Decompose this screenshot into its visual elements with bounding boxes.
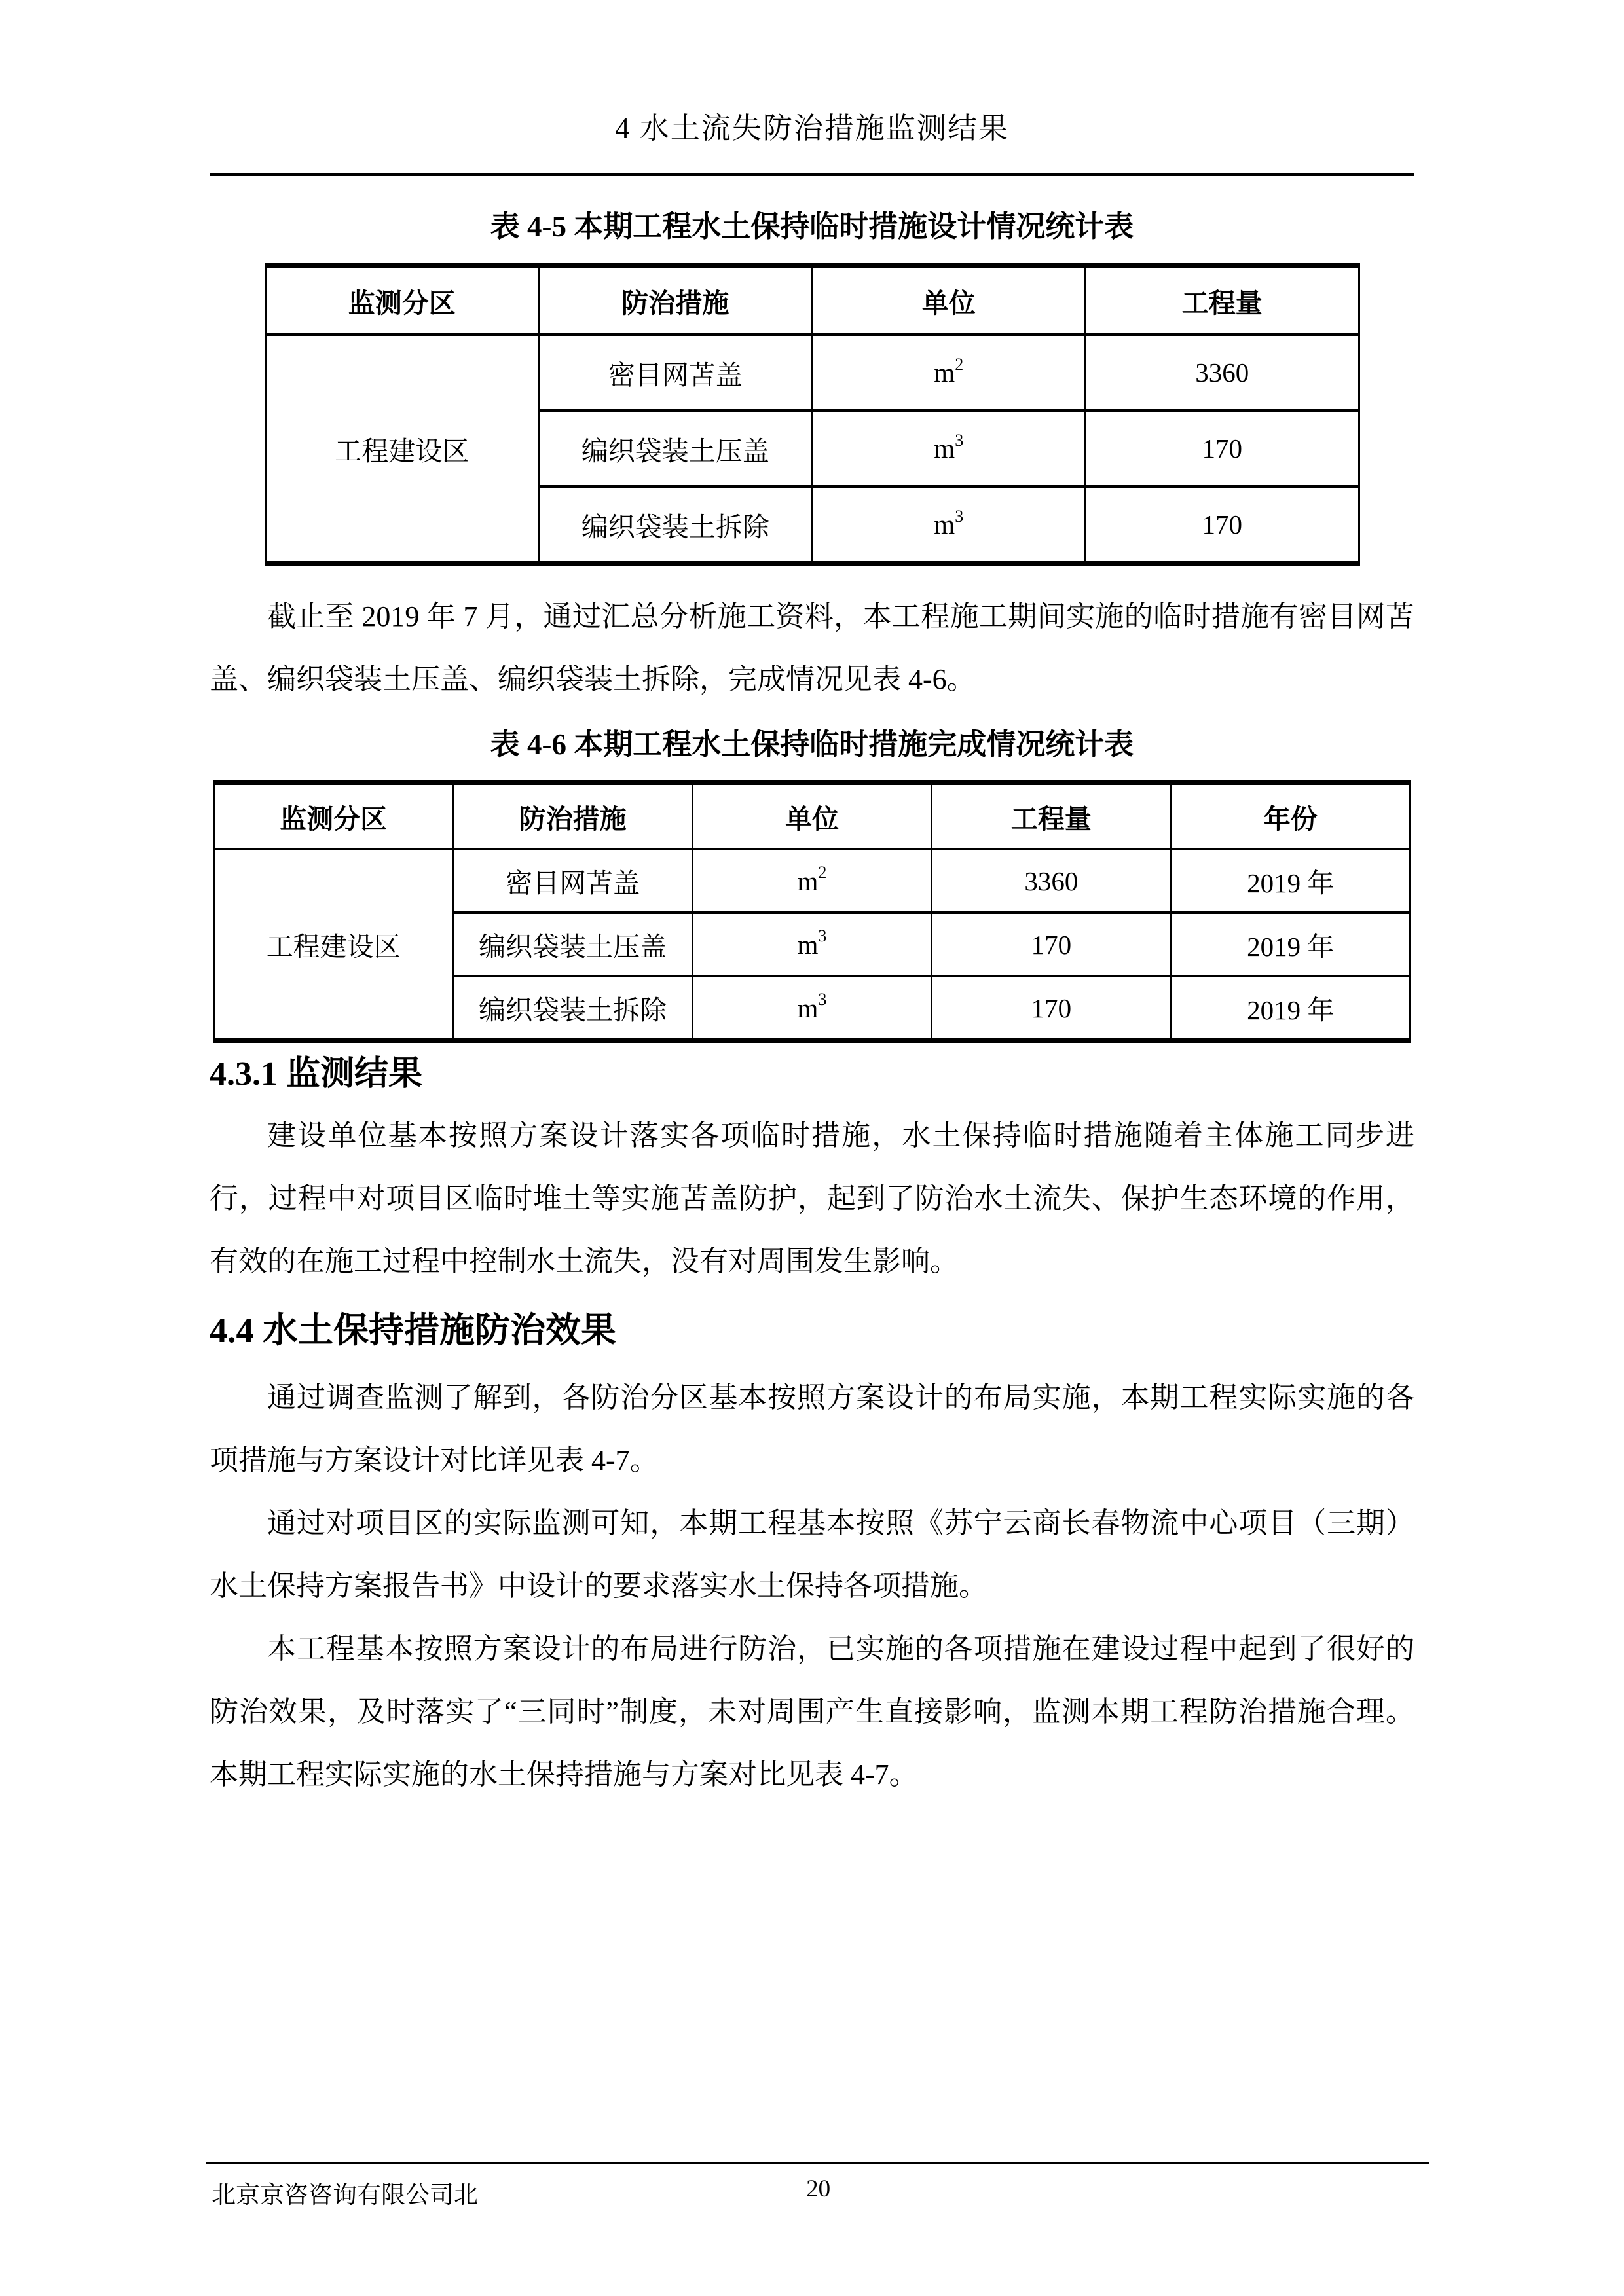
table-row [265,335,1359,410]
measure-cell: 编织袋装土拆除 [539,486,813,564]
measure-cell: 编织袋装土压盖 [453,913,692,976]
zone-cell: 工程建设区 [214,849,453,1041]
header-rule [210,173,1414,176]
quantity-cell: 170 [1086,410,1359,486]
paragraph-survey: 通过调查监测了解到，各防治分区基本按照方案设计的布局实施，本期工程实际实施的各项措施与方案设计对比详见表 4-7。 [210,1381,1414,1476]
measure-cell: 密目网苫盖 [453,849,692,913]
unit-exponent: 3 [955,506,964,526]
column-header-unit: 单位 [692,783,931,850]
quantity-cell: 3360 [932,849,1171,913]
unit-exponent: 2 [818,862,827,882]
unit-base: m [797,929,819,960]
unit-cell [692,913,931,976]
quantity-cell: 170 [1086,486,1359,564]
paragraph-project-monitoring: 通过对项目区的实际监测可知，本期工程基本按照《苏宁云商长春物流中心项目（三期）水土保持方案报告书》中设计的要求落实水土保持各项措施。 [210,1506,1414,1602]
table-row [214,849,1411,913]
paragraph-monitoring-result: 建设单位基本按照方案设计落实各项临时措施，水土保持临时措施随着主体施工同步进行，过程中对项目区临时堆土等实施苫盖防护，起到了防治水土流失、保护生态环境的作用，有效的在施工过程中控制水土流失，没有对周围发生影响。 [210,1119,1414,1277]
column-header-unit: 单位 [812,266,1086,335]
year-cell: 2019 年 [1171,976,1410,1041]
unit-base: m [797,866,819,896]
paragraph-effect-summary: 本工程基本按照方案设计的布局进行防治，已实施的各项措施在建设过程中起到了很好的防治效果，及时落实了“三同时”制度，未对周围产生直接影响，监测本期工程防治措施合理。本期工程实际实施的水土保持措施与方案对比见表 4-7。 [210,1632,1414,1791]
table-4-5 [265,263,1360,566]
table-4-5-caption: 表 4-5 本期工程水土保持临时措施设计情况统计表 [490,210,1134,243]
unit-cell [812,335,1086,410]
table-4-5-header-row [265,266,1359,335]
unit-cell [692,976,931,1041]
quantity-cell: 170 [932,913,1171,976]
unit-exponent: 3 [818,989,827,1009]
unit-base: m [934,357,955,388]
year-cell: 2019 年 [1171,849,1410,913]
table-4-6-caption: 表 4-6 本期工程水土保持临时措施完成情况统计表 [490,728,1134,761]
column-header-quantity: 工程量 [932,783,1171,850]
unit-exponent: 3 [955,430,964,450]
unit-cell [692,849,931,913]
paragraph-completion-intro: 截止至 2019 年 7 月，通过汇总分析施工资料，本工程施工期间实施的临时措施有密目网苫盖、编织袋装土压盖、编织袋装土拆除，完成情况见表 4-6。 [210,600,1414,696]
table-4-6-header-row [214,783,1411,850]
table-4-6 [213,780,1411,1043]
unit-base: m [797,993,819,1023]
section-heading-4-4: 4.4 水土保持措施防治效果 [210,1310,616,1350]
measure-cell: 编织袋装土拆除 [453,976,692,1041]
page-number: 20 [806,2176,831,2202]
year-cell: 2019 年 [1171,913,1410,976]
quantity-cell: 170 [932,976,1171,1041]
unit-base: m [934,509,955,540]
chapter-title: 4 水土流失防治措施监测结果 [615,112,1009,145]
footer-company: 北京京咨咨询有限公司北 [212,2182,478,2209]
section-heading-4-3-1: 4.3.1 监测结果 [210,1055,423,1093]
unit-cell [812,410,1086,486]
zone-cell: 工程建设区 [265,335,539,564]
column-header-measure: 防治措施 [453,783,692,850]
running-header [0,0,1624,145]
measure-cell: 密目网苫盖 [539,335,813,410]
unit-exponent: 2 [955,354,964,374]
column-header-year: 年份 [1171,783,1410,850]
unit-base: m [934,433,955,464]
footer-rule [206,2162,1429,2164]
unit-cell [812,486,1086,564]
column-header-zone: 监测分区 [214,783,453,850]
column-header-zone: 监测分区 [265,266,539,335]
quantity-cell: 3360 [1086,335,1359,410]
unit-exponent: 3 [818,926,827,945]
measure-cell: 编织袋装土压盖 [539,410,813,486]
column-header-measure: 防治措施 [539,266,813,335]
column-header-quantity: 工程量 [1086,266,1359,335]
